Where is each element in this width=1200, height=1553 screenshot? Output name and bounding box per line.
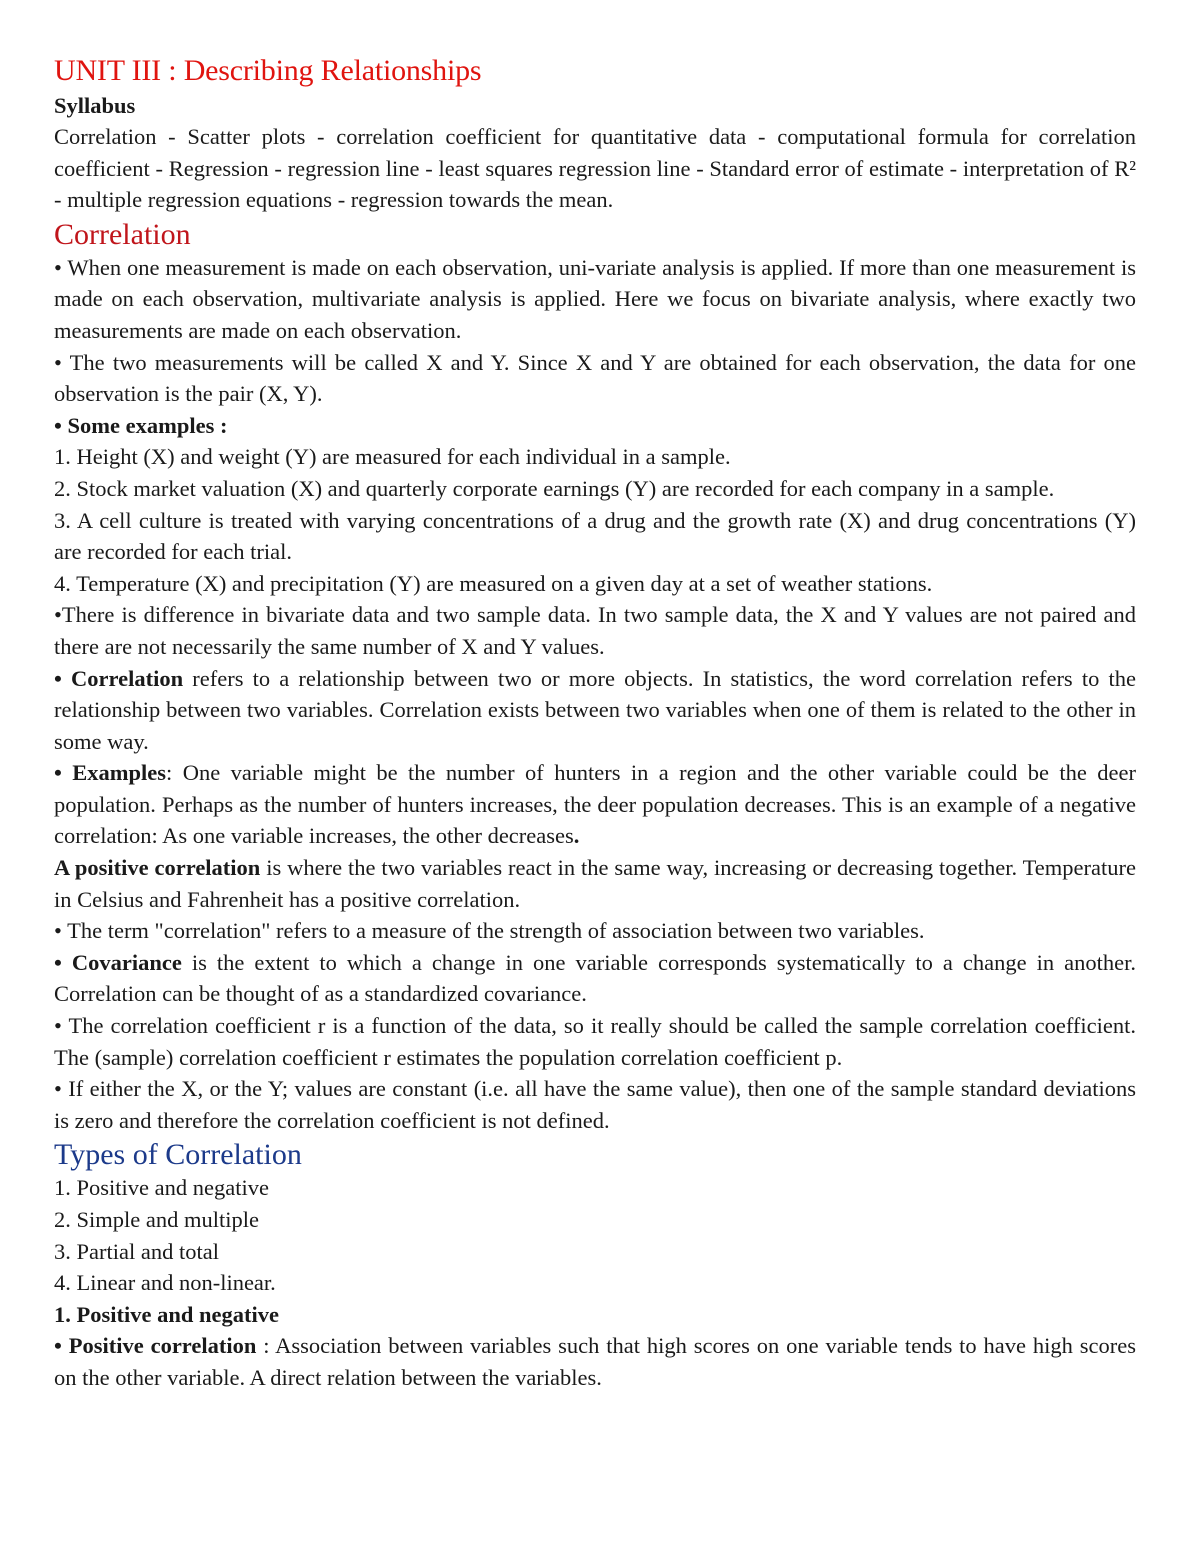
types-item-1: 1. Positive and negative [54,1175,269,1201]
correlation-para-5 [54,757,1136,852]
examples-term: • Examples [54,760,167,786]
correlation-para-3: •There is difference in bivariate data and two sample data. In two sample data, the X and Y values are not paired and there are not necessarily the same number of X and Y values. [54,602,1136,659]
correlation-term: • Correlation [54,665,184,691]
correlation-heading: Correlation [54,217,191,251]
example-item-3: 3. A cell culture is treated with varying concentrations of a drug and the growth rate (X) and drug concentrations (Y) are recorded for each trial. [54,507,1136,565]
positive-correlation-term: A positive correlation [54,855,261,881]
positive-negative-subheading-text: 1. Positive and negative [54,1301,279,1327]
example-item-1: 1. Height (X) and weight (Y) are measured for each individual in a sample. [54,444,731,470]
correlation-para-5-text: : One variable might be the number of hunters in a region and the other variable could be the deer population. Perhaps as the number of hunters increases, the deer population decreases. This is an example of a negative correlation: As one variable increases, the other decreases [54,760,1136,849]
correlation-para-5-end: . [573,823,580,849]
types-item-4: 4. Linear and non-linear. [54,1270,276,1296]
correlation-para-6-text: is where the two variables react in the same way, increasing or decreasing together. Temperature in Celsius and Fahrenheit has a positive correlation. [54,855,1136,912]
types-heading: Types of Correlation [54,1138,302,1172]
examples-label [54,410,1136,442]
correlation-para-10: • If either the X, or the Y; values are constant (i.e. all have the same value), then one of the sample standard deviations is zero and therefore the correlation coefficient is not defined. [54,1076,1136,1133]
examples-label-text: • Some examples : [54,412,228,438]
covariance-term: • Covariance [54,949,182,975]
types-item-3: 3. Partial and total [54,1238,219,1264]
correlation-para-9: • The correlation coefficient r is a function of the data, so it really should be called the sample correlation coefficient. The (sample) correlation coefficient r estimates the population correlation coefficient p. [54,1013,1136,1070]
syllabus-label: Syllabus [54,93,136,118]
positive-correlation-para [54,1330,1136,1393]
correlation-para-1: • When one measurement is made on each observation, uni-variate analysis is applied. If more than one measurement is made on each observation, multivariate analysis is applied. Here we focus on bivariate analysis, where exactly two measurements are made on each observation. [54,254,1136,343]
positive-correlation-label: • Positive correlation [54,1333,257,1359]
correlation-para-6 [54,852,1136,915]
correlation-para-2: • The two measurements will be called X and Y. Since X and Y are obtained for each observation, the data for one observation is the pair (X, Y). [54,349,1136,407]
positive-correlation-text: : Association between variables such that high scores on one variable tends to have high scores on the other variable. A direct relation between the variables. [54,1333,1136,1390]
correlation-para-7: • The term "correlation" refers to a measure of the strength of association between two variables. [54,918,925,944]
unit-title: UNIT III : Describing Relationships [54,54,482,87]
correlation-para-8 [54,947,1136,1010]
types-item-2: 2. Simple and multiple [54,1207,259,1232]
syllabus-text: Correlation - Scatter plots - correlation coefficient for quantitative data - computational formula for correlation coefficient - Regression - regression line - least squares regression line - Standard error of estimate - interpretation of R² - multiple regression equations - regression towards the mean. [54,124,1136,213]
example-item-2: 2. Stock market valuation (X) and quarterly corporate earnings (Y) are recorded for each company in a sample. [54,475,1055,501]
correlation-para-4 [54,663,1136,758]
correlation-para-8-text: is the extent to which a change in one variable corresponds systematically to a change in another. Correlation can be thought of as a standardized covariance. [54,949,1136,1007]
correlation-para-4-text: refers to a relationship between two or more objects. In statistics, the word correlation refers to the relationship between two variables. Correlation exists between two variables when one of them is related to the other in some way. [54,665,1136,754]
example-item-4: 4. Temperature (X) and precipitation (Y) are measured on a given day at a set of weather stations. [54,570,933,596]
positive-negative-subheading [54,1299,1136,1331]
